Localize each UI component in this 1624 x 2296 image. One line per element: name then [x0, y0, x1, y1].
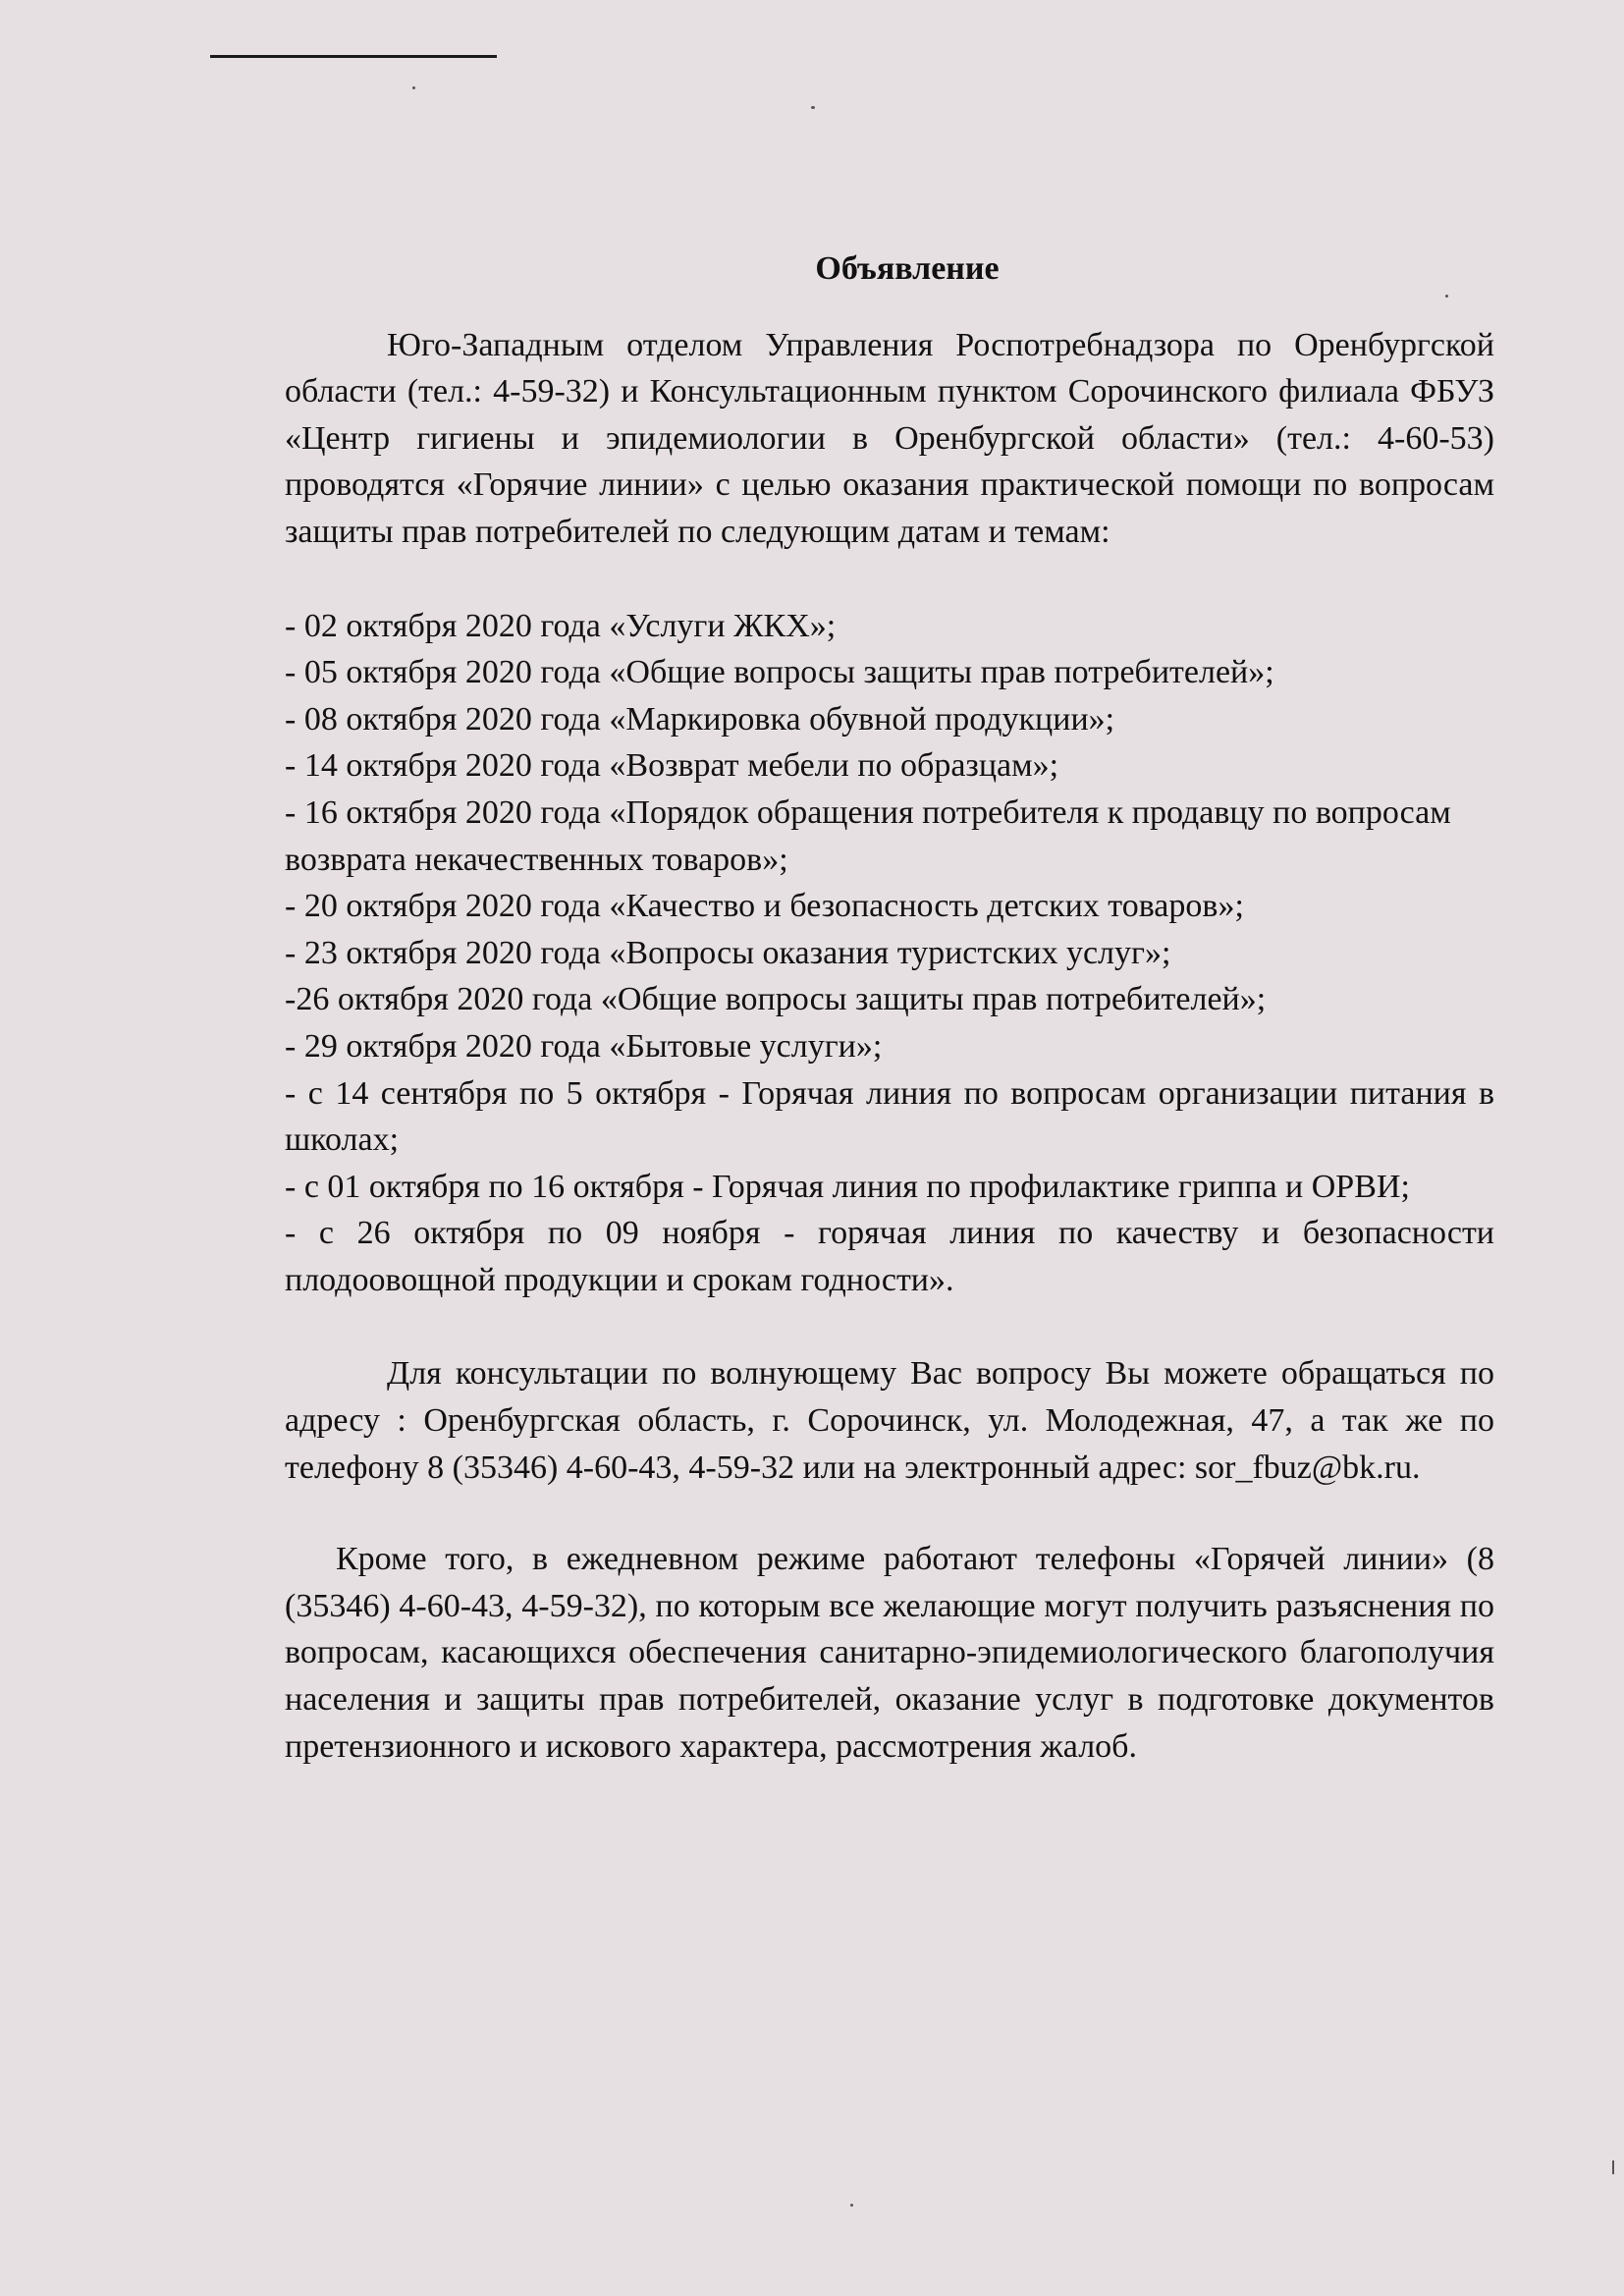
schedule-item: - с 26 октября по 09 ноября - горячая линия по качеству и безопасности плодоовощной продукции и срокам годности».	[285, 1215, 1494, 1298]
schedule-item: - 29 октября 2020 года «Бытовые услуги»;	[285, 1027, 883, 1065]
document-title: Объявление	[815, 250, 1000, 287]
announcement-document	[285, 246, 1494, 1770]
schedule-item: - с 01 октября по 16 октября - Горячая линия по профилактике гриппа и ОРВИ;	[285, 1168, 1410, 1205]
intro-paragraph: Юго-Западным отделом Управления Роспотребнадзора по Оренбургской области (тел.: 4-59-32) и Консультационным пунктом Сорочинского филиала ФБУЗ «Центр гигиены и эпидемиологии в Оренбургской области» (тел.: 4-60-53) проводятся «Горячие линии» с целью оказания практической помощи по вопросам защиты прав потребителей по следующим датам и темам:	[285, 326, 1494, 550]
hotline-schedule-list	[285, 603, 1494, 1304]
schedule-item: - 14 октября 2020 года «Возврат мебели по образцам»;	[285, 747, 1059, 785]
schedule-item: - 16 октября 2020 года «Порядок обращения потребителя к продавцу по вопросам возврата некачественных товаров»;	[285, 793, 1451, 878]
scan-speck	[412, 86, 415, 89]
scan-speck	[1612, 2160, 1614, 2174]
scan-speck	[811, 106, 815, 109]
schedule-item: - с 14 сентября по 5 октября - Горячая линия по вопросам организации питания в школах;	[285, 1074, 1494, 1159]
scan-speck	[850, 2204, 853, 2207]
schedule-item: - 05 октября 2020 года «Общие вопросы защиты прав потребителей»;	[285, 654, 1274, 691]
schedule-item: - 23 октября 2020 года «Вопросы оказания туристских услуг»;	[285, 934, 1171, 971]
schedule-item: - 02 октября 2020 года «Услуги ЖКХ»;	[285, 607, 837, 644]
hotline-paragraph: Кроме того, в ежедневном режиме работают телефоны «Горячей линии» (8 (35346) 4-60-43, 4-59-32), по которым все желающие могут получить разъяснения по вопросам, касающихся обеспечения санитарно-эпидемиологического благополучия населения и защиты прав потребителей, оказание услуг в подготовке документов претензионного и искового характера, рассмотрения жалоб.	[285, 1541, 1494, 1765]
contacts-paragraph: Для консультации по волнующему Вас вопросу Вы можете обращаться по адресу : Оренбургская область, г. Сорочинск, ул. Молодежная, 47, а так же по телефону 8 (35346) 4-60-43, 4-59-32 или на электронный адрес: sor_fbuz@bk.ru.	[285, 1355, 1494, 1486]
schedule-item: - 08 октября 2020 года «Маркировка обувной продукции»;	[285, 700, 1115, 738]
header-rule	[210, 55, 497, 58]
schedule-item: -26 октября 2020 года «Общие вопросы защиты прав потребителей»;	[285, 981, 1267, 1018]
schedule-item: - 20 октября 2020 года «Качество и безопасность детских товаров»;	[285, 888, 1244, 925]
